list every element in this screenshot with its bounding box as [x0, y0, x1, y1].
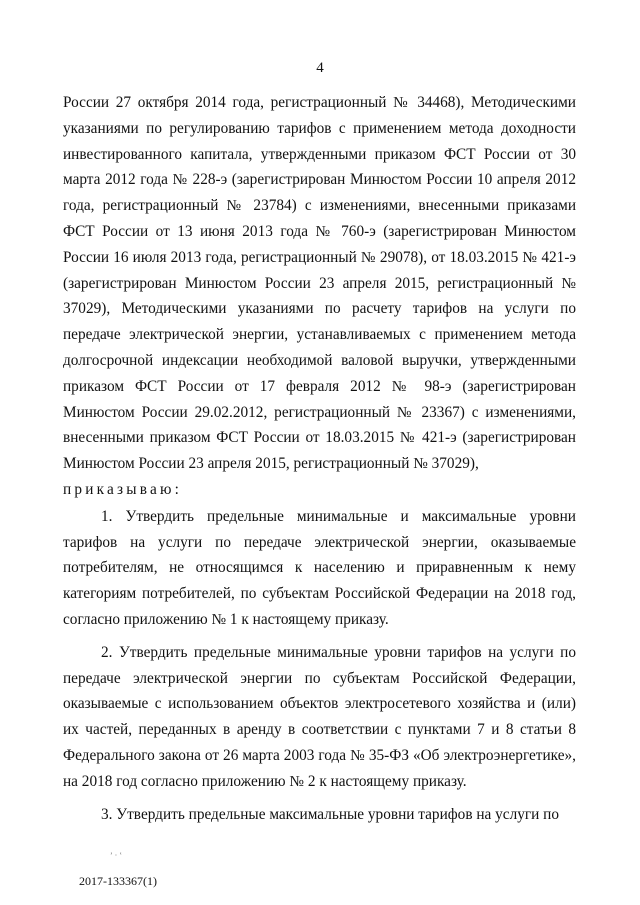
item-1-paragraph: 1. Утвердить предельные минимальные и максимальные уровни тарифов на услуги по передаче электрической энергии, оказываемые потребителям, не относящимся к населению и приравненным к нему категориям потребителей, по субъектам Российской Федерации на 2018 год, согласно приложению № 1 к настоящему приказу.: [63, 507, 576, 628]
document-id: 2017-133367(1): [79, 874, 157, 888]
order-word: приказываю:: [63, 480, 183, 498]
item-3-paragraph: 3. Утвердить предельные максимальные уровни тарифов на услуги по: [101, 805, 560, 823]
scan-mark: ʼ · ʽ: [110, 851, 122, 860]
document-body: [63, 90, 576, 827]
page-number: 4: [316, 60, 324, 76]
item-2-paragraph: 2. Утвердить предельные минимальные уровни тарифов на услуги по передаче электрической энергии по субъектам Российской Федерации, оказываемые с использованием объектов электросетевого хозяйства и (или) их частей, переданных в аренду в соответствии с пунктами 7 и 8 статьи 8 Федерального закона от 26 марта 2003 года № 35-ФЗ «Об электроэнергетике», на 2018 год согласно приложению № 2 к настоящему приказу.: [63, 643, 576, 790]
intro-paragraph: России 27 октября 2014 года, регистрационный № 34468), Методическими указаниями по регулированию тарифов с применением метода доходности инвестированного капитала, утвержденными приказом ФСТ России от 30 марта 2012 года № 228-э (зарегистрирован Минюстом России 10 апреля 2012 года, регистрационный № 23784) с изменениями, внесенными приказами ФСТ России от 13 июня 2013 года № 760-э (зарегистрирован Минюстом России 16 июля 2013 года, регистрационный № 29078), от 18.03.2015 № 421-э (зарегистрирован Минюстом России 23 апреля 2015, регистрационный № 37029), Методическими указаниями по расчету тарифов на услуги по передаче электрической энергии, устанавливаемых с применением метода долгосрочной индексации необходимой валовой выручки, утвержденными приказом ФСТ России от 17 февраля 2012 № 98-э (зарегистрирован Минюстом России 29.02.2012, регистрационный № 23367) с изменениями, внесенными приказом ФСТ России от 18.03.2015 № 421-э (зарегистрирован Минюстом России 23 апреля 2015, регистрационный № 37029),: [63, 94, 576, 473]
